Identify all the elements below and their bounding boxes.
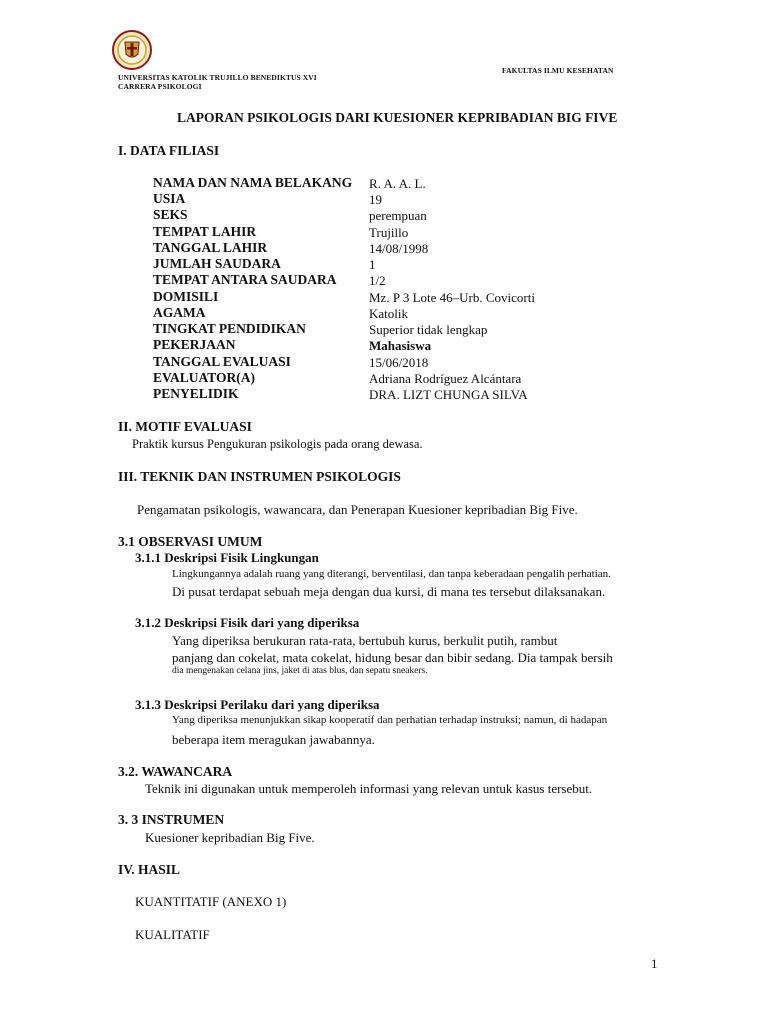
filiasi-label: SEKS xyxy=(153,207,188,222)
section-heading-hasil: IV. HASIL xyxy=(118,862,181,877)
filiasi-value: 15/06/2018 xyxy=(369,355,429,370)
subheading-deskripsi-fisik-diperiksa: 3.1.2 Deskripsi Fisik dari yang diperiksa xyxy=(135,615,360,630)
hasil-kuantitatif: KUANTITATIF (ANEXO 1) xyxy=(135,894,287,909)
subheading-deskripsi-fisik-lingkungan: 3.1.1 Deskripsi Fisik Lingkungan xyxy=(135,550,319,565)
section-heading-motif-evaluasi: II. MOTIF EVALUASI xyxy=(118,419,252,434)
fisik-diperiksa-line-1: Yang diperiksa berukuran rata-rata, bertubuh kurus, berkulit putih, rambut xyxy=(172,633,558,648)
program-name: CARRERA PSIKOLOGI xyxy=(118,82,202,91)
fisik-diperiksa-line-3: dia mengenakan celana jins, jaket di atas blus, dan sepatu sneakers. xyxy=(172,666,428,676)
filiasi-label: TEMPAT LAHIR xyxy=(153,224,257,239)
filiasi-label: TINGKAT PENDIDIKAN xyxy=(153,321,306,336)
motif-evaluasi-text: Praktik kursus Pengukuran psikologis pada orang dewasa. xyxy=(132,437,423,451)
filiasi-value: Katolik xyxy=(369,306,408,321)
instrumen-text: Kuesioner kepribadian Big Five. xyxy=(145,830,315,845)
filiasi-label: TANGGAL EVALUASI xyxy=(153,354,291,369)
faculty-name: FAKULTAS ILMU KESEHATAN xyxy=(502,66,614,75)
section-heading-wawancara: 3.2. WAWANCARA xyxy=(118,764,233,779)
lingkungan-line-2: Di pusat terdapat sebuah meja dengan dua kursi, di mana tes tersebut dilaksanakan. xyxy=(172,584,606,599)
filiasi-label: PENYELIDIK xyxy=(153,386,239,401)
lingkungan-line-1: Lingkungannya adalah ruang yang diterangi, berventilasi, dan tanpa keberadaan pengalih perhatian. xyxy=(172,568,611,580)
filiasi-value: R. A. A. L. xyxy=(369,176,426,191)
filiasi-label: JUMLAH SAUDARA xyxy=(153,256,281,271)
filiasi-label: USIA xyxy=(153,191,186,206)
filiasi-value: perempuan xyxy=(369,208,427,223)
filiasi-label: PEKERJAAN xyxy=(153,337,236,352)
page-title: LAPORAN PSIKOLOGIS DARI KUESIONER KEPRIBADIAN BIG FIVE xyxy=(177,110,618,125)
filiasi-value: Mz. P 3 Lote 46–Urb. Covicorti xyxy=(369,290,535,305)
filiasi-label: DOMISILI xyxy=(153,289,219,304)
filiasi-value: DRA. LIZT CHUNGA SILVA xyxy=(369,387,528,402)
hasil-kualitatif: KUALITATIF xyxy=(135,927,210,942)
filiasi-label: EVALUATOR(A) xyxy=(153,370,256,385)
filiasi-label: TEMPAT ANTARA SAUDARA xyxy=(153,272,337,287)
university-crest-icon xyxy=(110,28,154,72)
teknik-instrumen-text: Pengamatan psikologis, wawancara, dan Penerapan Kuesioner kepribadian Big Five. xyxy=(137,502,578,517)
wawancara-text: Teknik ini digunakan untuk memperoleh informasi yang relevan untuk kasus tersebut. xyxy=(145,781,593,796)
subheading-deskripsi-perilaku: 3.1.3 Deskripsi Perilaku dari yang diperiksa xyxy=(135,697,380,712)
filiasi-label: AGAMA xyxy=(153,305,206,320)
section-heading-teknik-instrumen: III. TEKNIK DAN INSTRUMEN PSIKOLOGIS xyxy=(118,469,401,484)
section-heading-instrumen: 3. 3 INSTRUMEN xyxy=(118,812,225,827)
perilaku-line-1: Yang diperiksa menunjukkan sikap kooperatif dan perhatian terhadap instruksi; namun, di hadapan xyxy=(172,714,608,726)
filiasi-value: 1 xyxy=(369,257,376,272)
filiasi-value: 19 xyxy=(369,192,382,207)
fisik-diperiksa-line-2: panjang dan cokelat, mata cokelat, hidung besar dan bibir sedang. Dia tampak bersih xyxy=(172,650,613,665)
filiasi-label: NAMA DAN NAMA BELAKANG xyxy=(153,175,353,190)
filiasi-value: 1/2 xyxy=(369,273,386,288)
filiasi-value: Superior tidak lengkap xyxy=(369,322,488,337)
page-number: 1 xyxy=(651,956,658,971)
filiasi-value: Trujillo xyxy=(369,225,409,240)
filiasi-label: TANGGAL LAHIR xyxy=(153,240,268,255)
section-heading-observasi-umum: 3.1 OBSERVASI UMUM xyxy=(118,534,263,549)
perilaku-line-2: beberapa item meragukan jawabannya. xyxy=(172,732,375,747)
section-heading-data-filiasi: I. DATA FILIASI xyxy=(118,143,220,158)
university-name: UNIVERSITAS KATOLIK TRUJILLO BENEDIKTUS XVI xyxy=(118,73,317,82)
filiasi-value: Mahasiswa xyxy=(369,338,432,353)
filiasi-value: Adriana Rodríguez Alcántara xyxy=(369,371,522,386)
filiasi-value: 14/08/1998 xyxy=(369,241,429,256)
